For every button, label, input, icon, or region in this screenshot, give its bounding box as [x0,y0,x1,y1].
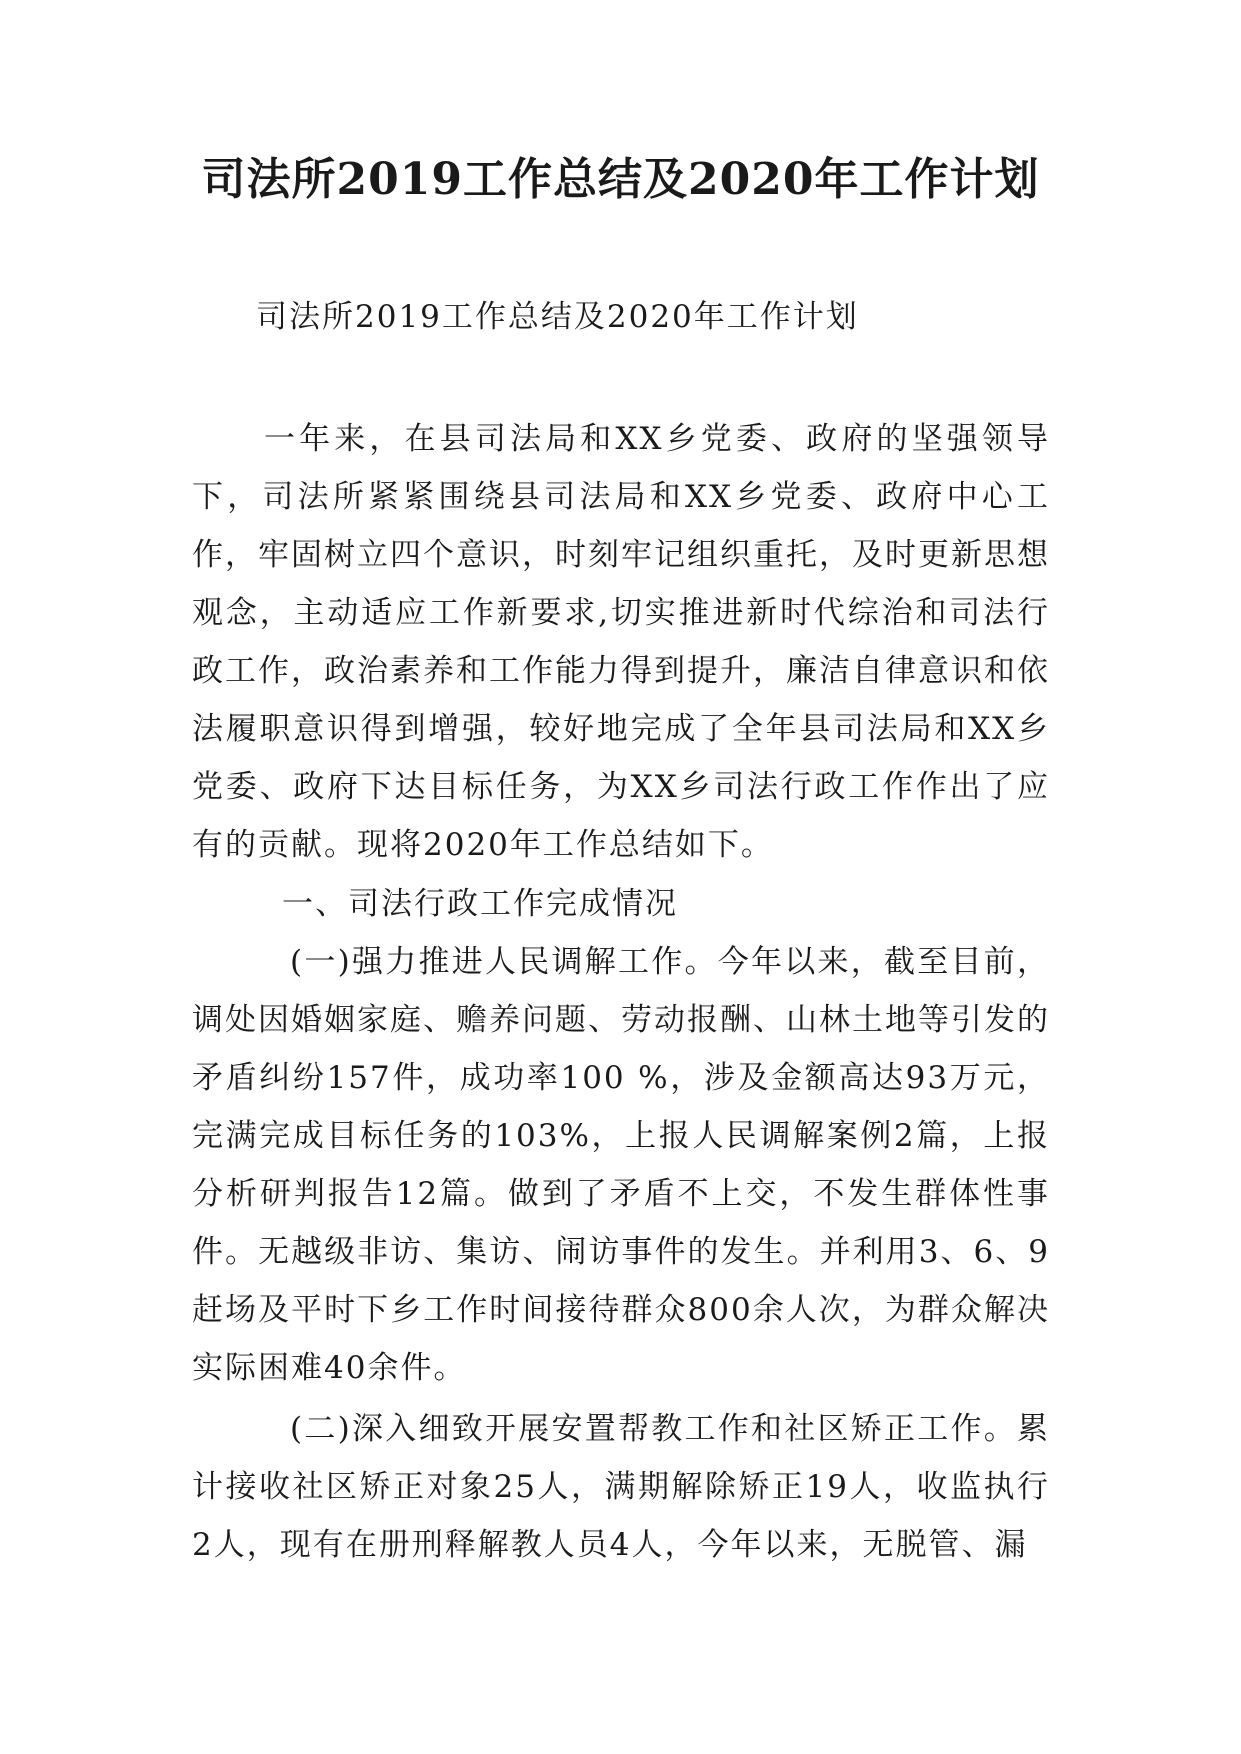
document-title: 司法所2019工作总结及2020年工作计划 [201,154,1040,205]
community-correction-paragraph: (二)深入细致开展安置帮教工作和社区矫正工作。累计接收社区矫正对象25人，满期解除矫正19人，收监执行2人，现有在册刑释解教人员4人，今年以来，无脱管、漏 [192,1411,1050,1563]
intro-paragraph: 一年来，在县司法局和XX乡党委、政府的坚强领导下，司法所紧紧围绕县司法局和XX乡党委、政府中心工作，牢固树立四个意识，时刻牢记组织重托，及时更新思想观念，主动适应工作新要求,切实推进新时代综治和司法行政工作，政治素养和工作能力得到提升，廉洁自律意识和依法履职意识得到增强，较好地完成了全年县司法局和XX乡党委、政府下达目标任务，为XX乡司法行政工作作出了应有的贡献。现将2020年工作总结如下。 [192,421,1050,863]
document-subtitle: 司法所2019工作总结及2020年工作计划 [256,299,859,335]
mediation-paragraph: (一)强力推进人民调解工作。今年以来，截至目前，调处因婚姻家庭、赡养问题、劳动报酬、山林土地等引发的矛盾纠纷157件，成功率100 %，涉及金额高达93万元，完满完成目标任务的103%，上报人民调解案例2篇，上报分析研判报告12篇。做到了矛盾不上交，不发生群体性事件。无越级非访、集访、闹访事件的发生。并利用3、6、9赶场及平时下乡工作时间接待群众800余人次，为群众解决实际困难40余件。 [192,944,1050,1386]
section-heading: 一、司法行政工作完成情况 [282,886,678,922]
